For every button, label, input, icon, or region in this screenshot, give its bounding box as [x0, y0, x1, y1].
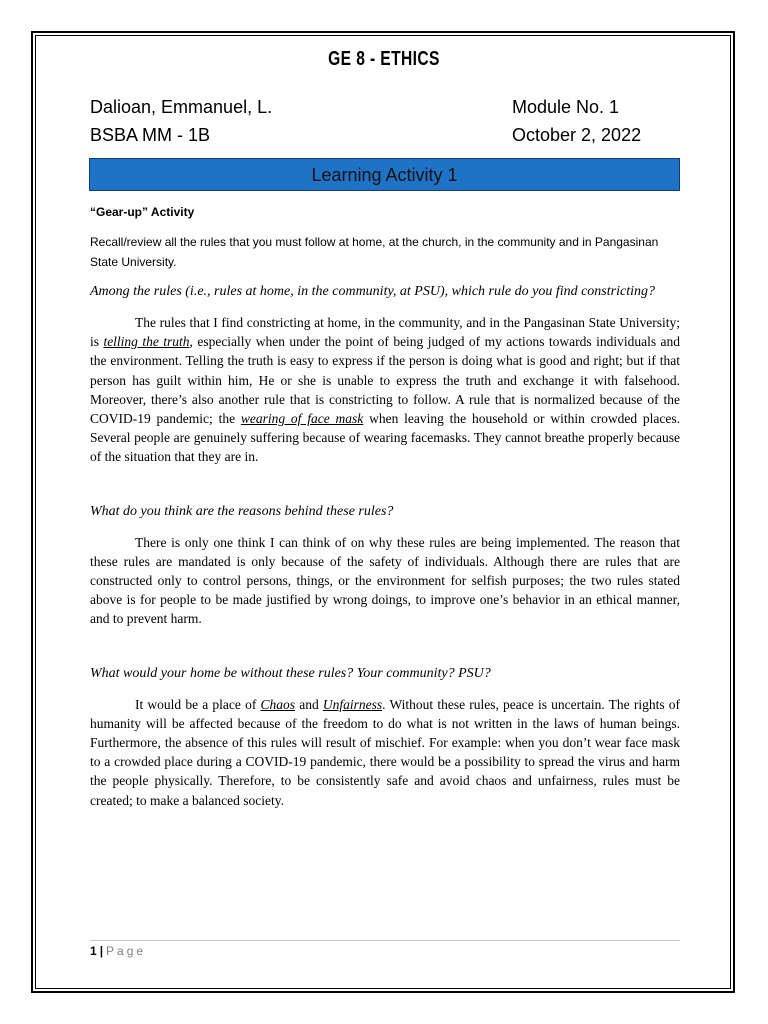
answer-1-text: The rules that I find constricting at home, in the community, and in the Pangasinan State University; is — [90, 315, 680, 350]
document-date: October 2, 2022 — [512, 125, 642, 145]
question-3: What would your home be without these rules? Your community? PSU? — [90, 665, 491, 681]
answer-3-text: It would be a place of — [135, 696, 261, 712]
answer-3-text: and — [295, 696, 323, 712]
footer-divider — [90, 940, 680, 941]
page-label: Page — [106, 944, 147, 958]
answer-3-text: . Without these rules, peace is uncertain. The rights of humanity will be affected because of the freedom to do what is not written in the laws of human beings. Furthermore, the absence of this rules will result of mischief. For example: when you don’t wear face mask to a crowded place during a COVID-19 pandemic, there would be a possibility to spread the virus and harm the people physically. Therefore, to be consistently safe and avoid chaos and unfairness, rules must be created; to make a balanced society. — [90, 696, 680, 808]
module-number: Module No. 1 — [512, 97, 620, 117]
question-1: Among the rules (i.e., rules at home, in the community, at PSU), which rule do you find constricting? — [90, 284, 655, 299]
section-spacer — [90, 467, 680, 502]
answer-2: There is only one think I can think of on why these rules are being implemented. The reason that these rules are mandated is only because of the safety of individuals. Although there are rules that are constructed only to control persons, things, or the environment for selfish purposes; the two rules stated above is for people to be made justified by wrong doings, to improve one’s behavior in an ethical manner, and to prevent harm. — [90, 534, 680, 627]
student-info — [90, 93, 272, 149]
answer-1-emphasis-truth: telling the truth — [103, 334, 190, 350]
activity-heading: “Gear-up” Activity — [90, 205, 195, 219]
document-title: GE 8 - ETHICS — [328, 48, 440, 70]
page-footer — [90, 944, 146, 958]
answer-3 — [90, 695, 680, 810]
section-spacer — [90, 629, 680, 664]
answer-1 — [90, 313, 680, 467]
answer-1-text: , especially when under the point of being judged of my actions towards individuals and the environment. Telling the truth is easy to express if the person is doing what is good and right; but if that person has guilt within him, He or she is unable to express the truth and exchange it with falsehood. Moreover, there’s also another rule that is constricting to follow. A rule that is normalized because of the COVID-19 pandemic; the — [90, 334, 680, 427]
question-2: What do you think are the reasons behind these rules? — [90, 503, 394, 519]
answer-1-text: when leaving the household or within crowded places. Several people are genuinely suffering because of wearing facemasks. They cannot breathe properly because of the situation that they are in. — [90, 411, 681, 465]
student-course: BSBA MM - 1B — [90, 125, 211, 145]
page-separator: | — [99, 944, 104, 958]
page-number: 1 — [90, 944, 97, 958]
activity-banner: Learning Activity 1 — [89, 158, 680, 191]
student-name: Dalioan, Emmanuel, L. — [90, 97, 273, 117]
document-body — [90, 204, 680, 810]
answer-3-emphasis-unfairness: Unfairness — [322, 696, 383, 712]
answer-3-emphasis-chaos: Chaos — [260, 696, 296, 712]
answer-1-emphasis-mask: wearing of face mask — [240, 411, 364, 427]
module-info — [512, 93, 641, 149]
activity-instruction: Recall/review all the rules that you must follow at home, at the church, in the community and in Pangasinan State University. — [90, 235, 659, 269]
